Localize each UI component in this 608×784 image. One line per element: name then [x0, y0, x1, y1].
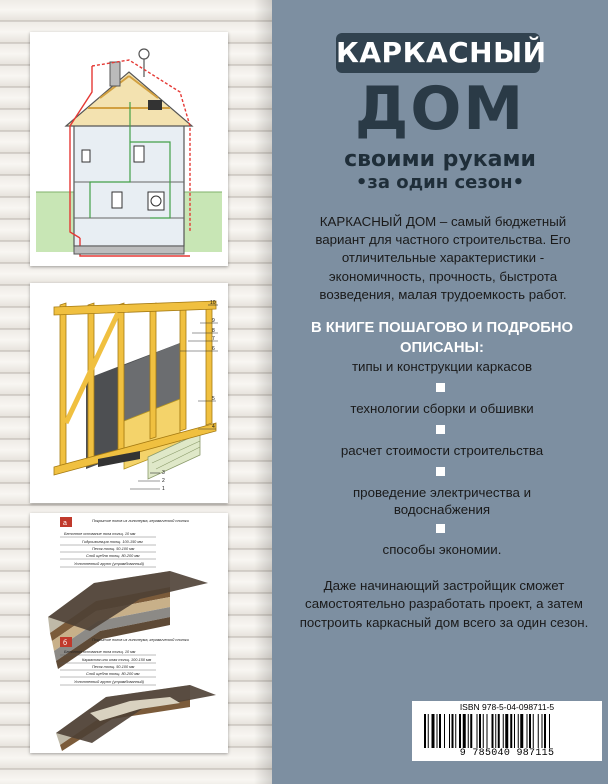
- callout-8: 8: [212, 328, 215, 334]
- panel-b-layer-3: Каркасная или иная толщ. 100-150 мм: [82, 658, 152, 662]
- bullet-icon: [436, 383, 445, 392]
- feature-item-2: технологии сборки и обшивки: [350, 401, 534, 416]
- panel-a-layer-5: Слой щебня толщ. 80-200 мм: [86, 554, 140, 558]
- features-heading: В КНИГЕ ПОШАГОВО И ПОДРОБНО ОПИСАНЫ:: [310, 320, 574, 356]
- callout-3: 3: [162, 470, 165, 476]
- title-main: ДОМ: [354, 74, 526, 144]
- bullet-icon: [436, 467, 445, 476]
- panel-a-layer-6: Уплотненный грунт (утрамбованный): [74, 562, 145, 566]
- title-banner: [336, 33, 547, 73]
- panel-a-layer-2: Бетонное основание пола толщ. 10 мм: [64, 532, 136, 536]
- panel-b-tag: б: [63, 640, 68, 647]
- isbn-barcode: [412, 701, 602, 761]
- callout-10: 10: [210, 300, 216, 306]
- house-wiring-diagram: [30, 32, 228, 266]
- callout-1: 1: [162, 486, 165, 492]
- frame-wall-diagram: [30, 283, 228, 503]
- feature-item-3: расчет стоимости строительства: [340, 443, 544, 458]
- panel-b-layer-2: Бетонное основание пола толщ. 10 мм: [64, 650, 136, 654]
- callout-7: 7: [212, 336, 215, 342]
- subtitle-line-2: •за один сезон•: [355, 172, 525, 193]
- callout-9: 9: [212, 318, 215, 324]
- feature-item-5: способы экономии.: [382, 542, 502, 557]
- bullet-icon: [436, 524, 445, 533]
- callout-4: 4: [212, 424, 215, 430]
- floor-layers-diagram: [30, 513, 228, 753]
- feature-item-4: проведение электричества и водоснабжения: [352, 485, 532, 517]
- isbn-text: ISBN 978-5-04-098711-5: [459, 702, 555, 712]
- intro-paragraph: КАРКАСНЫЙ ДОМ – самый бюджетный вариант для частного строительства. Его отличительные характеристики - экономичность, прочность, быстрота возведения, малая трудоемкость работ.: [315, 214, 571, 302]
- subtitle-line-1: своими руками: [344, 147, 536, 172]
- barcode-bars: [424, 714, 590, 748]
- siding-background: [0, 0, 272, 784]
- panel-a-layer-1: Покрытие полов из линолеума, керамической плитки: [92, 519, 189, 523]
- panel-b-layer-6: Уплотненный грунт (утрамбованный): [74, 680, 145, 684]
- panel-b-layer-5: Слой щебня толщ. 80-200 мм: [86, 672, 140, 676]
- callout-6: 6: [212, 346, 215, 352]
- panel-a-tag: а: [63, 520, 67, 527]
- panel-a-layer-4: Песок толщ. 50-100 мм: [92, 547, 135, 551]
- bullet-icon: [436, 425, 445, 434]
- panel-b-layer-4: Песок толщ. 50-100 мм: [92, 665, 135, 669]
- title-banner-text: КАРКАСНЫЙ: [336, 36, 547, 69]
- closing-paragraph: Даже начинающий застройщик сможет самостоятельно разработать проект, а затем построить каркасный дом всего за один сезон.: [299, 578, 589, 630]
- callout-2: 2: [162, 478, 165, 484]
- text-panel: [272, 0, 608, 784]
- barcode-number: 9 785040 987115: [459, 748, 555, 759]
- panel-b-layer-1: Покрытие полов из линолеума, керамической плитки: [92, 638, 189, 642]
- feature-item-1: типы и конструкции каркасов: [351, 359, 533, 374]
- panel-a-layer-3: Гидроизоляция толщ. 100-150 мм: [82, 540, 143, 544]
- callout-5: 5: [212, 396, 215, 402]
